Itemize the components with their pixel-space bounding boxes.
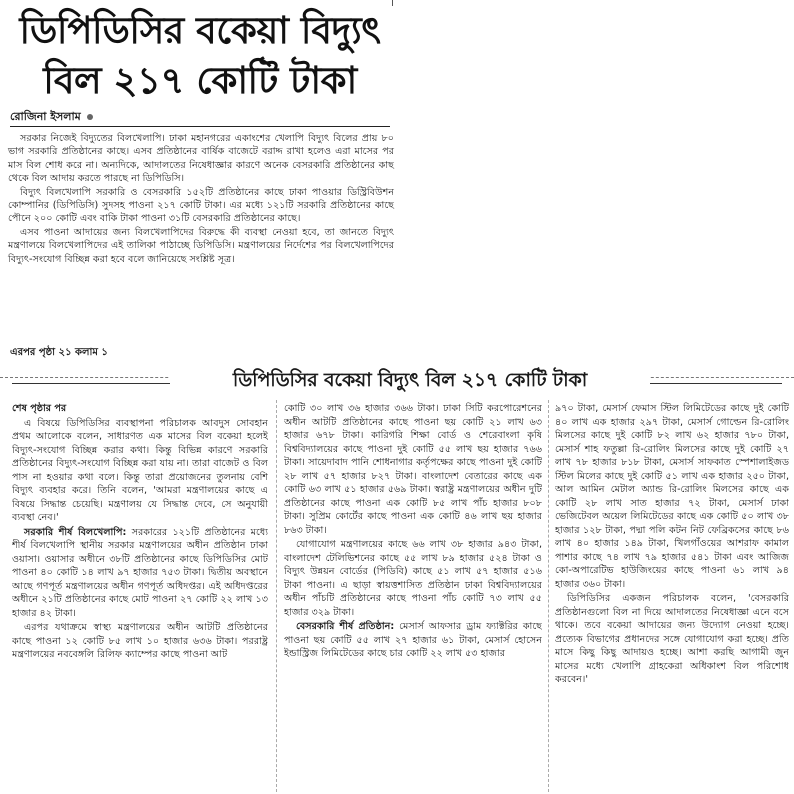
headline-line-2: বিল ২১৭ কোটি টাকা bbox=[43, 59, 357, 102]
byline-rule bbox=[10, 126, 390, 127]
column-1-paragraph-1: এ বিষয়ে ডিপিডিসির ব্যবস্থাপনা পরিচালক আবদুস সোবহান প্রথম আলোকে বলেন, সাধারণত এক মাসের বিল বকেয়া হলেই বিদ্যুৎ-সংযোগ বিচ্ছিন্ন করার কথা। কিন্তু বিভিন্ন কারণে সরকারি প্রতিষ্ঠানের বিদ্যুৎ-সংযোগ বিচ্ছিন্ন করা যায় না। তারা বাজেট ও বিল পাস না হওয়ার কথা বলে। কিন্তু তারা প্রয়োজনের তুলনায় বেশি বিদ্যুৎ ব্যবহার করে। তিনি বলেন, 'আমরা মন্ত্রণালয়ের কাছে এ বিষয়ে সিদ্ধান্ত চেয়েছি। মন্ত্রণালয় যে সিদ্ধান্ত দেবে, সে অনুযায়ী ব্যবস্থা নেব।' bbox=[12, 417, 268, 523]
intro-paragraph-3: এসব পাওনা আদায়ের জন্য বিলখেলাপিদের বিরুদ্ধে কী ব্যবস্থা নেওয়া হবে, তা জানতে বিদ্যুৎ মন্ত্রণালয়ে বিলখেলাপিদের এই তালিকা পাঠাচ্ছে ডিপিডিসি। মন্ত্রণালয়ের নির্দেশের পর বিলখেলাপিদের বিদ্যুৎ-সংযোগ বিচ্ছিন্ন করা হবে বলে জানিয়েছে সংশ্লিষ্ট সূত্র। bbox=[8, 226, 394, 265]
column-1-paragraph-2: সরকারি শীর্ষ বিলখেলাপি: সরকারের ১২১টি প্রতিষ্ঠানের মধ্যে শীর্ষ বিলখেলাপি স্থানীয় সরকার মন্ত্রণালয়ের অধীন প্রতিষ্ঠান ঢাকা ওয়াসা। ওয়াসার অধীনে ৩৮টি প্রতিষ্ঠানের কাছে ডিপিডিসির মোট পাওনা ৪০ কোটি ১৪ লাখ ৯৭ হাজার ৭৫৩ টাকা। দ্বিতীয় অবস্থানে আছে গণপূর্ত মন্ত্রণালয়ের অধীন গণপূর্ত অধিদপ্তর। এই অধিদপ্তরের অধীনে ২১টি প্রতিষ্ঠানের কাছে মোট পাওনা ২৭ কোটি ২২ লাখ ১৩ হাজার ৪২ টাকা। bbox=[12, 526, 268, 619]
continuation-title: ডিপিডিসির বকেয়া বিদ্যুৎ বিল ২১৭ কোটি টাকা bbox=[170, 366, 650, 398]
headline-line-1: ডিপিডিসির বকেয়া বিদ্যুৎ bbox=[19, 9, 381, 52]
clip-edge-rule bbox=[392, 0, 393, 6]
column-2-paragraph-1: কোটি ৩০ লাখ ৩৬ হাজার ৩৬৬ টাকা। ঢাকা সিটি করপোরেশনের অধীন আটটি প্রতিষ্ঠানের কাছে পাওনা ছয় কোটি ২১ লাখ ৬৩ হাজার ৬৭৮ টাকা। কারিগরি শিক্ষা বোর্ড ও শেরেবাংলা কৃষি বিশ্ববিদ্যালয়ের কাছে পাওনা দুই কোটি ৫৫ লাখ ছয় হাজার ৭৬৬ টাকা। সায়েদাবাদ পানি শোধনাগার কর্তৃপক্ষের কাছে পাওনা দুই কোটি ২৮ লাখ ৫৭ হাজার ৮২৭ টাকা। বাংলাদেশ বেতারের কাছে এক কোটি ৬৩ লাখ ৫১ হাজার ৫৬৯ টাকা। স্বরাষ্ট্র মন্ত্রণালয়ের অধীন দুটি প্রতিষ্ঠানের কাছে পাওনা এক কোটি ৮৫ লাখ পাঁচ হাজার ৮০৮ টাকা। সুপ্রিম কোর্টের কাছে পাওনা এক কোটি ৪৬ লাখ ছয় হাজার ৮৬৩ টাকা। bbox=[284, 403, 542, 536]
section-label-private: বেসরকারি শীর্ষ প্রতিষ্ঠান: bbox=[296, 621, 395, 632]
column-2-paragraph-3: বেসরকারি শীর্ষ প্রতিষ্ঠান: মেসার্স আফসার ড্রাম ফ্যাক্টরির কাছে পাওনা ছয় কোটি ৫৫ লাখ ২৭ হাজার ৬১ টাকা, মেসার্স হোসেন ইন্ডাস্ট্রিজ লিমিটেডের কাছে চার কোটি ২২ লাখ ৫৩ হাজার bbox=[284, 621, 542, 659]
column-3 bbox=[555, 402, 789, 794]
title-rule-left bbox=[12, 383, 172, 384]
byline-bullet-icon bbox=[87, 114, 93, 120]
column-3-paragraph-2: ডিপিডিসির একজন পরিচালক বলেন, 'বেসরকারি প্রতিষ্ঠানগুলো বিল না দিয়ে আদালতের নিষেধাজ্ঞা এনে বসে থাকে। তবে বকেয়া আদায়ের জন্য উদ্যোগ নেওয়া হচ্ছে। প্রত্যেক বিভাগের প্রধানদের সঙ্গে যোগাযোগ করা হচ্ছে। প্রতি মাসে কিছু কিছু আদায়ও হচ্ছে। আশা করছি আগামী জুন মাসের মধ্যে খেলাপি গ্রাহকেরা অধিকাংশ বিল পরিশোধ করবেন।' bbox=[555, 593, 789, 685]
column-divider-1 bbox=[276, 400, 277, 792]
continued-from-label: শেষ পৃষ্ঠার পর bbox=[12, 403, 67, 414]
front-page-clip bbox=[0, 0, 400, 365]
jump-line: এরপর পৃষ্ঠা ২১ কলাম ১ bbox=[10, 347, 108, 358]
intro-paragraph-2: বিদ্যুৎ বিলখেলাপি সরকারি ও বেসরকারি ১৫২টি প্রতিষ্ঠানের কাছে ঢাকা পাওয়ার ডিস্ট্রিবিউশন কোম্পানির (ডিপিডিসি) সুদসহ পাওনা ২১৭ কোটি টাকা। এর মধ্যে ১২১টি সরকারি প্রতিষ্ঠানের কাছে পৌনে ২০০ কোটি এবং বাকি টাকা পাওনা ৩১টি বেসরকারি প্রতিষ্ঠানের কাছে। bbox=[8, 186, 394, 225]
title-rule-right bbox=[650, 383, 782, 384]
column-2-paragraph-2: যোগাযোগ মন্ত্রণালয়ের কাছে ৬৬ লাখ ৩৮ হাজার ৯৪৩ টাকা, বাংলাদেশ টেলিভিশনের কাছে ৫৫ লাখ ৮৯ হাজার ৫২৪ টাকা ও বিদ্যুৎ উন্নয়ন বোর্ডের (পিডিবি) কাছে ৫১ লাখ ৫৭ হাজার ৫১৬ টাকা পাওনা। এ ছাড়া স্বায়ত্তশাসিত প্রতিষ্ঠান ঢাকা বিশ্ববিদ্যালয়ের অধীন পাঁচটি প্রতিষ্ঠানের কাছে পাওনা পাঁচ কোটি ৭৩ লাখ ৫৫ হাজার ৩২৯ টাকা। bbox=[284, 539, 542, 618]
column-1-paragraph-3: এরপর যথাক্রমে স্বাস্থ্য মন্ত্রণালয়ের অধীন আটটি প্রতিষ্ঠানের কাছে পাওনা ১২ কোটি ৮৫ লাখ ১০ হাজার ৬৩৬ টাকা। পররাষ্ট্র মন্ত্রণালয়ের নববেঙ্গলি রিলিফ ক্যাম্পের কাছে পাওনা আট bbox=[12, 622, 268, 660]
section-label-government: সরকারি শীর্ষ বিলখেলাপি: bbox=[24, 526, 127, 538]
column-1 bbox=[12, 402, 268, 794]
column-2 bbox=[284, 402, 542, 794]
column-3-paragraph-1: ৯৭০ টাকা, মেসার্স ফেমাস স্টিল লিমিটেডের কাছে দুই কোটি ৪০ লাখ এক হাজার ২৯৭ টাকা, মেসার্স গোল্ডেন রি-রোলিং মিলসের কাছে দুই কোটি ৮২ লাখ ৬২ হাজার ৭৮০ টাকা, মেসার্স শাহ ফতুল্লা রি-রোলিং মিলসের কাছে দুই কোটি ২৭ লাখ ৭৮ হাজার ৮১৮ টাকা, মেসার্স সাফকাত স্পেশালাইজড স্টিল মিলের কাছে দুই কোটি ৫১ লাখ এক হাজার ২৫০ টাকা, আল আমিন মেটাল অ্যান্ড রি-রোলিং মিলসের কাছে এক কোটি ২৮ লাখ সাত হাজার ৭২ টাকা, মেসার্স ঢাকা ভেজিটেবল অয়েল লিমিটেডের কাছে এক কোটি ৫০ লাখ ৩৮ হাজার ১২৮ টাকা, পদ্মা পলি কটন নিট ফেব্রিকসের কাছে ৮৬ লাখ ৪০ হাজার ১৪৯ টাকা, খিলগাঁওয়ের আশরাফ কামাল পাশার কাছে ৭৪ লাখ ৭৯ হাজার ৫৪১ টাকা এবং আজিজ কো-অপারেটিভ হাউজিংয়ের কাছে পাওনা ৬১ লাখ ৯৪ হাজার ৩৬০ টাকা। bbox=[555, 403, 789, 590]
intro-body bbox=[8, 132, 394, 266]
column-divider-2 bbox=[548, 400, 549, 792]
byline bbox=[10, 108, 93, 127]
byline-author: রোজিনা ইসলাম bbox=[10, 110, 81, 123]
intro-paragraph-1: সরকার নিজেই বিদ্যুতের বিলখেলাপি। ঢাকা মহানগরের একাংশের খেলাপি বিদ্যুৎ বিলের প্রায় ৮০ ভাগ সরকারি প্রতিষ্ঠানের কাছে। এসব প্রতিষ্ঠানের বার্ষিক বাজেটে বরাদ্দ রাখা হলেও এরা মাসের পর মাস বিল শোধ করে না। অন্যদিকে, আদালতের নিষেধাজ্ঞার কারণে অনেক বেসরকারি প্রতিষ্ঠানের কাছ থেকে বিল আদায় করতে পারছে না ডিপিডিসি। bbox=[8, 133, 394, 185]
